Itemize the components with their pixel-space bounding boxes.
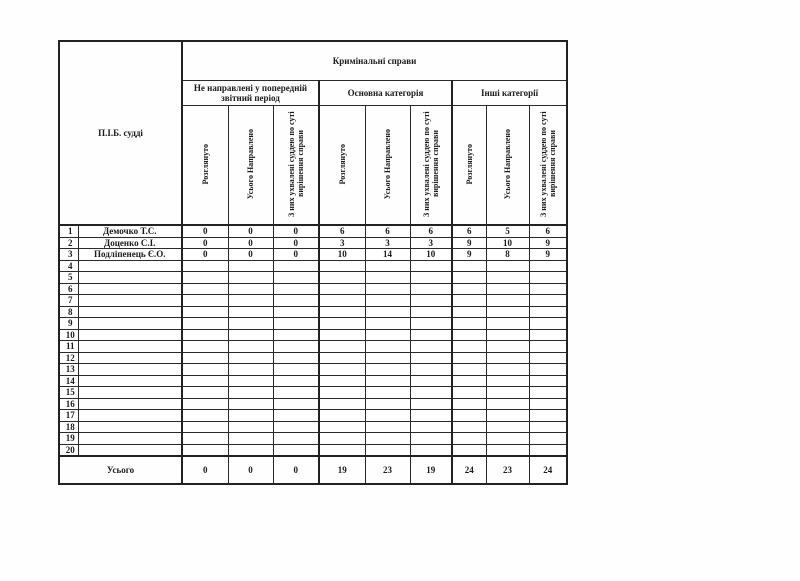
table-row (59, 237, 567, 249)
table-row (59, 295, 567, 307)
value-cell (529, 410, 567, 422)
row-number: 2 (59, 237, 78, 249)
group-header-main-category: Основна категорія (319, 81, 452, 106)
value-cell: 6 (410, 225, 452, 237)
value-cell (486, 398, 529, 410)
value-cell (273, 421, 319, 433)
subheader-cell (365, 106, 410, 226)
value-cell (273, 375, 319, 387)
judge-name (78, 295, 182, 307)
judge-name (78, 444, 182, 456)
judge-name (78, 375, 182, 387)
subheader-cell (486, 106, 529, 226)
table-row (59, 387, 567, 399)
table-row (59, 283, 567, 295)
value-cell (273, 410, 319, 422)
value-cell (529, 444, 567, 456)
value-cell: 9 (529, 249, 567, 261)
value-cell (228, 318, 273, 330)
value-cell (452, 421, 486, 433)
value-cell (452, 364, 486, 376)
judge-name (78, 387, 182, 399)
value-cell (228, 410, 273, 422)
value-cell (486, 375, 529, 387)
table-row (59, 260, 567, 272)
value-cell (182, 306, 228, 318)
value-cell (365, 283, 410, 295)
value-cell (365, 364, 410, 376)
value-cell (410, 306, 452, 318)
table-row (59, 398, 567, 410)
value-cell (182, 283, 228, 295)
value-cell (452, 375, 486, 387)
value-cell (410, 433, 452, 445)
value-cell (365, 306, 410, 318)
subheader-cell (452, 106, 486, 226)
value-cell (182, 444, 228, 456)
subheader-decided-by-judge: З них ухвалені суддею по суті вирішення справи (538, 111, 557, 217)
table-row (59, 352, 567, 364)
value-cell (365, 387, 410, 399)
value-cell (410, 364, 452, 376)
value-cell (182, 260, 228, 272)
value-cell: 10 (410, 249, 452, 261)
table-row (59, 329, 567, 341)
value-cell (319, 329, 365, 341)
table-row (59, 433, 567, 445)
value-cell (319, 398, 365, 410)
value-cell (410, 444, 452, 456)
table-row (59, 225, 567, 237)
value-cell (228, 375, 273, 387)
subheader-considered: Розглянуто (464, 143, 474, 185)
judge-name (78, 352, 182, 364)
value-cell (529, 352, 567, 364)
total-cell: 0 (273, 456, 319, 484)
value-cell (410, 375, 452, 387)
value-cell: 0 (182, 237, 228, 249)
value-cell (452, 387, 486, 399)
value-cell (319, 295, 365, 307)
total-cell: 24 (452, 456, 486, 484)
value-cell (410, 410, 452, 422)
value-cell (228, 260, 273, 272)
table-row (59, 249, 567, 261)
total-cell: 19 (319, 456, 365, 484)
value-cell (486, 306, 529, 318)
value-cell (486, 295, 529, 307)
judge-name (78, 398, 182, 410)
value-cell (228, 341, 273, 353)
value-cell: 6 (365, 225, 410, 237)
value-cell (452, 318, 486, 330)
value-cell (228, 272, 273, 284)
value-cell (228, 352, 273, 364)
total-row (59, 456, 567, 484)
value-cell (273, 272, 319, 284)
value-cell (410, 398, 452, 410)
judge-name (78, 272, 182, 284)
row-number: 19 (59, 433, 78, 445)
value-cell (486, 341, 529, 353)
value-cell (182, 318, 228, 330)
value-cell (529, 398, 567, 410)
row-number: 6 (59, 283, 78, 295)
total-cell: 0 (228, 456, 273, 484)
row-number: 11 (59, 341, 78, 353)
value-cell (410, 318, 452, 330)
value-cell: 0 (228, 249, 273, 261)
row-number: 12 (59, 352, 78, 364)
judge-name (78, 421, 182, 433)
table-row (59, 444, 567, 456)
value-cell (273, 295, 319, 307)
value-cell (182, 364, 228, 376)
row-number: 20 (59, 444, 78, 456)
value-cell (410, 421, 452, 433)
value-cell (365, 341, 410, 353)
table-row (59, 421, 567, 433)
value-cell (529, 260, 567, 272)
value-cell (319, 318, 365, 330)
subheader-cell (319, 106, 365, 226)
value-cell (486, 421, 529, 433)
value-cell (486, 318, 529, 330)
value-cell: 0 (228, 237, 273, 249)
total-cell: 24 (529, 456, 567, 484)
value-cell (228, 433, 273, 445)
judge-name: Демочко Т.С. (78, 225, 182, 237)
value-cell: 3 (410, 237, 452, 249)
subheader-decided-by-judge: З них ухвалені суддею по суті вирішення справи (421, 111, 440, 217)
judge-name: Подліпенець Є.О. (78, 249, 182, 261)
value-cell (273, 444, 319, 456)
value-cell (319, 352, 365, 364)
row-number: 17 (59, 410, 78, 422)
value-cell (319, 410, 365, 422)
value-cell (410, 329, 452, 341)
total-cell: 23 (486, 456, 529, 484)
value-cell (273, 398, 319, 410)
table-row (59, 272, 567, 284)
judge-name (78, 341, 182, 353)
judge-name (78, 306, 182, 318)
row-number: 14 (59, 375, 78, 387)
value-cell (365, 260, 410, 272)
value-cell (182, 433, 228, 445)
value-cell (319, 364, 365, 376)
value-cell (228, 283, 273, 295)
value-cell (529, 387, 567, 399)
value-cell (486, 364, 529, 376)
value-cell: 0 (273, 249, 319, 261)
table-row (59, 318, 567, 330)
judge-name (78, 364, 182, 376)
table-row (59, 410, 567, 422)
value-cell (365, 444, 410, 456)
value-cell (486, 260, 529, 272)
table-row (59, 341, 567, 353)
total-cell: 0 (182, 456, 228, 484)
value-cell (273, 352, 319, 364)
value-cell: 10 (319, 249, 365, 261)
value-cell (452, 433, 486, 445)
value-cell (273, 306, 319, 318)
value-cell (410, 352, 452, 364)
value-cell: 9 (529, 237, 567, 249)
value-cell (410, 283, 452, 295)
value-cell (410, 260, 452, 272)
value-cell (452, 352, 486, 364)
subheader-cell (410, 106, 452, 226)
row-number: 16 (59, 398, 78, 410)
criminal-cases-table (58, 40, 568, 485)
value-cell (410, 341, 452, 353)
value-cell (182, 421, 228, 433)
value-cell: 0 (228, 225, 273, 237)
subheader-total-sent: Усього Направлено (503, 128, 512, 200)
value-cell (273, 341, 319, 353)
group-header-other-categories: Інші категорії (452, 81, 567, 106)
value-cell (486, 387, 529, 399)
value-cell (452, 329, 486, 341)
value-cell (365, 375, 410, 387)
value-cell (228, 387, 273, 399)
value-cell (365, 398, 410, 410)
value-cell (452, 444, 486, 456)
value-cell (319, 387, 365, 399)
value-cell: 6 (319, 225, 365, 237)
value-cell (273, 329, 319, 341)
value-cell (486, 444, 529, 456)
row-number: 9 (59, 318, 78, 330)
value-cell: 10 (486, 237, 529, 249)
row-number: 4 (59, 260, 78, 272)
subheader-considered: Розглянуто (200, 143, 210, 185)
table-row (59, 375, 567, 387)
value-cell (486, 410, 529, 422)
judge-name (78, 260, 182, 272)
value-cell: 9 (452, 237, 486, 249)
value-cell (452, 410, 486, 422)
subheader-total-sent: Усього Направлено (246, 128, 255, 200)
value-cell (182, 398, 228, 410)
value-cell (273, 260, 319, 272)
subheader-decided-by-judge: З них ухвалені суддею по суті вирішення справи (286, 111, 305, 217)
value-cell (529, 306, 567, 318)
value-cell (319, 375, 365, 387)
value-cell: 0 (273, 237, 319, 249)
judge-name (78, 318, 182, 330)
value-cell (529, 272, 567, 284)
total-cell: 19 (410, 456, 452, 484)
subheader-considered: Розглянуто (337, 143, 347, 185)
value-cell (452, 260, 486, 272)
value-cell: 0 (182, 225, 228, 237)
value-cell (365, 433, 410, 445)
table-row (59, 306, 567, 318)
value-cell (365, 318, 410, 330)
value-cell (529, 329, 567, 341)
value-cell (182, 341, 228, 353)
judge-name-header: П.І.Б. судді (59, 41, 182, 225)
value-cell (452, 398, 486, 410)
judge-name (78, 329, 182, 341)
judge-name: Доценко С.І. (78, 237, 182, 249)
value-cell (228, 421, 273, 433)
value-cell (452, 295, 486, 307)
row-number: 5 (59, 272, 78, 284)
value-cell: 6 (452, 225, 486, 237)
value-cell (182, 295, 228, 307)
value-cell (529, 295, 567, 307)
value-cell (319, 433, 365, 445)
value-cell (529, 421, 567, 433)
value-cell (228, 364, 273, 376)
value-cell (182, 272, 228, 284)
value-cell (319, 444, 365, 456)
value-cell (319, 283, 365, 295)
value-cell (486, 283, 529, 295)
value-cell: 9 (452, 249, 486, 261)
value-cell: 6 (529, 225, 567, 237)
row-number: 15 (59, 387, 78, 399)
value-cell (228, 329, 273, 341)
value-cell (486, 433, 529, 445)
value-cell (228, 444, 273, 456)
value-cell: 0 (273, 225, 319, 237)
row-number: 8 (59, 306, 78, 318)
value-cell (273, 433, 319, 445)
value-cell: 3 (319, 237, 365, 249)
value-cell (486, 272, 529, 284)
value-cell (410, 387, 452, 399)
subheader-cell (273, 106, 319, 226)
table-body (59, 225, 567, 456)
value-cell (365, 421, 410, 433)
value-cell (365, 410, 410, 422)
subheader-cell (182, 106, 228, 226)
value-cell (319, 272, 365, 284)
value-cell (273, 283, 319, 295)
value-cell (452, 306, 486, 318)
subheader-total-sent: Усього Направлено (383, 128, 392, 200)
judge-name (78, 410, 182, 422)
row-number: 13 (59, 364, 78, 376)
value-cell (529, 433, 567, 445)
value-cell (365, 329, 410, 341)
value-cell (319, 341, 365, 353)
group-header-not-sent: Не направлені у попередній звітний період (182, 81, 319, 106)
value-cell (319, 306, 365, 318)
subheader-cell (529, 106, 567, 226)
value-cell (182, 329, 228, 341)
value-cell (529, 318, 567, 330)
value-cell (452, 283, 486, 295)
total-cell: 23 (365, 456, 410, 484)
row-number: 10 (59, 329, 78, 341)
value-cell: 0 (182, 249, 228, 261)
value-cell (529, 364, 567, 376)
value-cell (319, 421, 365, 433)
subheader-cell (228, 106, 273, 226)
value-cell (228, 306, 273, 318)
value-cell (273, 318, 319, 330)
value-cell: 5 (486, 225, 529, 237)
value-cell (529, 375, 567, 387)
value-cell (182, 375, 228, 387)
value-cell (365, 295, 410, 307)
value-cell (228, 398, 273, 410)
value-cell: 3 (365, 237, 410, 249)
judge-name (78, 433, 182, 445)
value-cell (410, 295, 452, 307)
value-cell (529, 283, 567, 295)
criminal-cases-header: Кримінальні справи (182, 41, 567, 81)
value-cell: 14 (365, 249, 410, 261)
value-cell (273, 387, 319, 399)
value-cell (365, 352, 410, 364)
row-number: 1 (59, 225, 78, 237)
value-cell (365, 272, 410, 284)
value-cell (228, 295, 273, 307)
value-cell (486, 329, 529, 341)
row-number: 3 (59, 249, 78, 261)
table-row (59, 364, 567, 376)
judge-name (78, 283, 182, 295)
value-cell (182, 410, 228, 422)
value-cell (319, 260, 365, 272)
value-cell (486, 352, 529, 364)
value-cell (452, 341, 486, 353)
value-cell: 8 (486, 249, 529, 261)
row-number: 7 (59, 295, 78, 307)
value-cell (452, 272, 486, 284)
value-cell (182, 352, 228, 364)
value-cell (410, 272, 452, 284)
total-label: Усього (59, 456, 182, 484)
value-cell (273, 364, 319, 376)
value-cell (529, 341, 567, 353)
value-cell (182, 387, 228, 399)
row-number: 18 (59, 421, 78, 433)
